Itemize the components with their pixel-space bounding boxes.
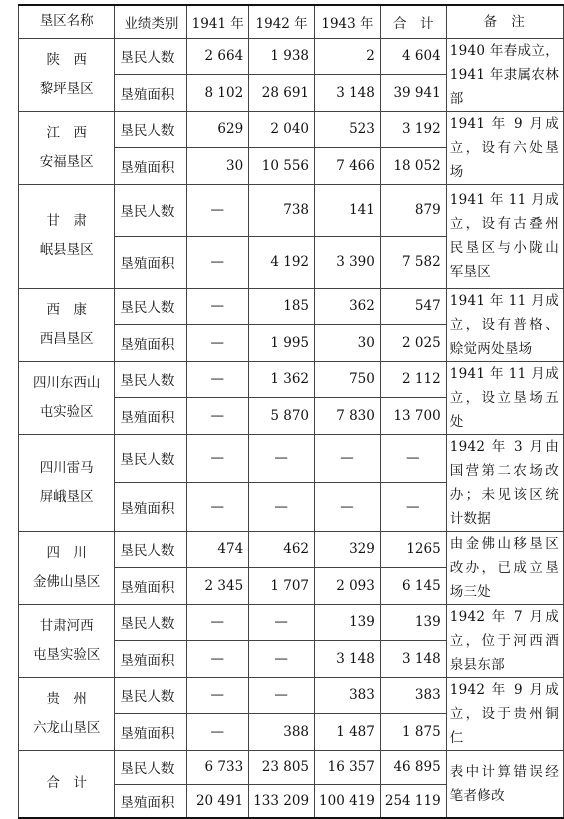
value-1942: 1 995: [249, 325, 315, 362]
category-cell: 垦民人数: [115, 604, 187, 641]
note-cell: 1941 年 9 月成立，设有六处垦场: [446, 111, 563, 184]
category-cell: 垦民人数: [115, 184, 187, 236]
header-note: 备 注: [446, 5, 563, 38]
region-name-cell: [19, 288, 115, 361]
note-cell: 1942 年 7 月成立，位于河西酒泉县东部: [446, 604, 563, 677]
header-1942: 1942 年: [249, 5, 315, 38]
value-1941: —: [187, 361, 249, 398]
value-1943: —: [315, 434, 381, 483]
category-cell: 垦殖面积: [115, 236, 187, 288]
header-category: 业绩类别: [115, 5, 187, 38]
value-1942: 28 691: [249, 75, 315, 112]
value-1942: 23 805: [249, 750, 315, 784]
value-1942: —: [249, 641, 315, 678]
value-1943: 141: [315, 184, 381, 236]
value-1943: 1 487: [315, 714, 381, 751]
value-1943: 383: [315, 677, 381, 714]
value-1943: —: [315, 483, 381, 532]
note-cell: 1942 年 9 月成立，设于贵州铜仁: [446, 677, 563, 750]
region-name-line: 合 计: [46, 775, 87, 792]
value-total: 6 145: [380, 568, 446, 605]
region-name-cell: [19, 604, 115, 677]
table-row: [19, 750, 564, 784]
region-name-line: 西 康: [46, 301, 87, 318]
category-cell: 垦殖面积: [115, 148, 187, 185]
category-cell: 垦民人数: [115, 38, 187, 75]
value-1943: 362: [315, 288, 381, 325]
value-total: 383: [380, 677, 446, 714]
category-cell: 垦殖面积: [115, 641, 187, 678]
value-1943: 3 148: [315, 75, 381, 112]
header-region: 垦区名称: [19, 5, 115, 38]
table-row: [19, 677, 564, 714]
value-1942: —: [249, 434, 315, 483]
value-total: —: [380, 483, 446, 532]
note-cell: 1941 年 11 月成立，设有古叠州民垦区与小陇山军垦区: [446, 184, 563, 288]
value-1942: —: [249, 677, 315, 714]
value-1943: 3 148: [315, 641, 381, 678]
region-name-cell: [19, 531, 115, 604]
note-cell: 1941 年 11 月成立，设有普格、赊觉两处垦场: [446, 288, 563, 361]
category-cell: 垦殖面积: [115, 714, 187, 751]
table-row: [19, 361, 564, 398]
note-cell: 1942 年 3 月由国营第二农场改办；未见该区统计数据: [446, 434, 563, 531]
value-1942: 133 209: [249, 784, 315, 818]
value-1943: 7 466: [315, 148, 381, 185]
value-1941: 629: [187, 111, 249, 148]
value-1941: 30: [187, 148, 249, 185]
value-total: 7 582: [380, 236, 446, 288]
category-cell: 垦殖面积: [115, 75, 187, 112]
table-row: [19, 111, 564, 148]
value-1943: 750: [315, 361, 381, 398]
region-name-line: 四川雷马: [39, 459, 94, 476]
header-1943: 1943 年: [315, 5, 381, 38]
value-1942: 738: [249, 184, 315, 236]
category-cell: 垦殖面积: [115, 483, 187, 532]
value-1941: —: [187, 483, 249, 532]
region-name-cell: [19, 750, 115, 818]
category-cell: 垦殖面积: [115, 568, 187, 605]
region-name-line: 金佛山垦区: [32, 573, 101, 590]
note-cell: 表中计算错误经笔者修改: [446, 750, 563, 818]
value-1941: 6 733: [187, 750, 249, 784]
value-1941: —: [187, 604, 249, 641]
category-cell: 垦民人数: [115, 434, 187, 483]
category-cell: 垦民人数: [115, 361, 187, 398]
region-name-line: 贵 州: [46, 690, 87, 707]
value-total: 13 700: [380, 398, 446, 435]
table-row: [19, 604, 564, 641]
value-total: 254 119: [380, 784, 446, 818]
header-1941: 1941 年: [187, 5, 249, 38]
category-cell: 垦民人数: [115, 111, 187, 148]
value-1943: 100 419: [315, 784, 381, 818]
value-1941: 20 491: [187, 784, 249, 818]
table-row: [19, 38, 564, 75]
category-cell: 垦殖面积: [115, 325, 187, 362]
region-name-line: 安福垦区: [39, 153, 94, 170]
value-1942: 4 192: [249, 236, 315, 288]
value-1941: 474: [187, 531, 249, 568]
value-1941: 2 345: [187, 568, 249, 605]
value-1943: 30: [315, 325, 381, 362]
value-1942: 462: [249, 531, 315, 568]
value-1941: 8 102: [187, 75, 249, 112]
region-name-line: 陕 西: [46, 51, 87, 68]
category-cell: 垦殖面积: [115, 398, 187, 435]
value-total: 547: [380, 288, 446, 325]
table-row: [19, 434, 564, 483]
region-name-line: 西昌垦区: [39, 330, 94, 347]
category-cell: 垦民人数: [115, 677, 187, 714]
value-1942: 1 362: [249, 361, 315, 398]
category-cell: 垦民人数: [115, 531, 187, 568]
region-name-line: 屯实验区: [39, 403, 94, 420]
region-name-line: 甘 肃: [46, 213, 87, 229]
category-cell: 垦殖面积: [115, 784, 187, 818]
category-cell: 垦民人数: [115, 750, 187, 784]
region-name-line: 四川东西山: [32, 374, 101, 391]
value-1941: —: [187, 641, 249, 678]
value-1941: —: [187, 434, 249, 483]
region-name-line: 黎坪垦区: [39, 80, 94, 97]
region-name-cell: [19, 361, 115, 434]
region-name-cell: [19, 184, 115, 288]
value-1942: —: [249, 604, 315, 641]
region-name-line: 屏峨垦区: [39, 488, 94, 505]
value-1943: 139: [315, 604, 381, 641]
value-1941: 2 664: [187, 38, 249, 75]
value-1941: —: [187, 184, 249, 236]
value-1942: 1 707: [249, 568, 315, 605]
region-name-cell: [19, 434, 115, 531]
note-cell: 1941 年 11 月成立，设立垦场五处: [446, 361, 563, 434]
region-name-line: 屯垦实验区: [32, 646, 101, 663]
value-total: 18 052: [380, 148, 446, 185]
note-cell: 由金佛山移垦区改办，已成立垦场三处: [446, 531, 563, 604]
header-row: [19, 5, 564, 38]
value-1941: —: [187, 677, 249, 714]
region-name-line: 六龙山垦区: [32, 719, 101, 736]
value-1941: —: [187, 325, 249, 362]
region-name-line: 四 川: [46, 544, 87, 561]
region-name-cell: [19, 38, 115, 111]
value-1942: 388: [249, 714, 315, 751]
value-total: 1 875: [380, 714, 446, 751]
value-1943: 329: [315, 531, 381, 568]
value-total: —: [380, 434, 446, 483]
value-1943: 523: [315, 111, 381, 148]
value-total: 879: [380, 184, 446, 236]
value-1943: 3 390: [315, 236, 381, 288]
region-name-cell: [19, 111, 115, 184]
value-1942: 185: [249, 288, 315, 325]
value-total: 1265: [380, 531, 446, 568]
value-total: 139: [380, 604, 446, 641]
table-row: [19, 288, 564, 325]
value-1941: —: [187, 714, 249, 751]
category-cell: 垦民人数: [115, 288, 187, 325]
value-1942: 10 556: [249, 148, 315, 185]
note-cell: 1940 年春成立，1941 年隶属农林部: [446, 38, 563, 111]
value-total: 3 148: [380, 641, 446, 678]
value-1941: —: [187, 288, 249, 325]
header-total: 合 计: [380, 5, 446, 38]
value-1943: 2 093: [315, 568, 381, 605]
region-name-cell: [19, 677, 115, 750]
value-1941: —: [187, 398, 249, 435]
value-total: 46 895: [380, 750, 446, 784]
region-name-line: 岷县垦区: [39, 242, 94, 258]
value-1941: —: [187, 236, 249, 288]
value-1943: 2: [315, 38, 381, 75]
value-total: 2 112: [380, 361, 446, 398]
value-1942: 1 938: [249, 38, 315, 75]
value-1942: 5 870: [249, 398, 315, 435]
reclamation-table: [18, 4, 564, 819]
value-1943: 16 357: [315, 750, 381, 784]
table-row: [19, 531, 564, 568]
value-total: 3 192: [380, 111, 446, 148]
value-total: 39 941: [380, 75, 446, 112]
value-1943: 7 830: [315, 398, 381, 435]
value-total: 2 025: [380, 325, 446, 362]
value-total: 4 604: [380, 38, 446, 75]
region-name-line: 甘肃河西: [39, 617, 94, 634]
table-row: [19, 184, 564, 236]
region-name-line: 江 西: [46, 124, 87, 141]
value-1942: 2 040: [249, 111, 315, 148]
value-1942: —: [249, 483, 315, 532]
